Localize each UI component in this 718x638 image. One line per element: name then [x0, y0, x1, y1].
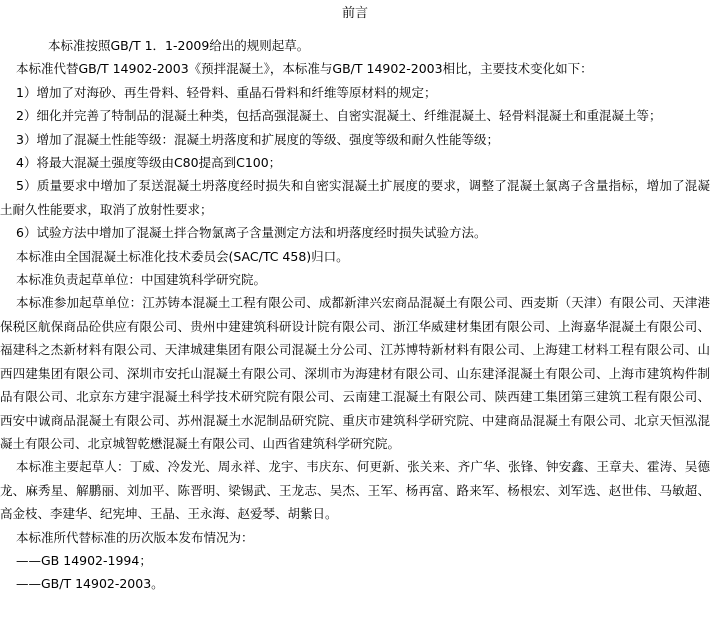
page-title: 前言: [341, 6, 368, 21]
participating-units-paragraph: 本标准参加起草单位：江苏铸本混凝土工程有限公司、成都新津兴宏商品混凝土有限公司、西麦斯（天津）有限公司、天津港保税区航保商品砼供应有限公司、贵州中建建筑科研设计院有限公司、浙江华威建材集团有限公司、上海嘉华混凝土有限公司、福建科之杰新材料有限公司、天津城建集团有限公司混凝土分公司、江苏博特新材料有限公司、上海建工材料工程有限公司、山西四建集团有限公司、深圳市安托山混凝土有限公司、深圳市为海建材有限公司、山东建泽混凝土有限公司、上海市建筑构件制品有限公司、北京东方建宇混凝土科学技术研究院有限公司、云南建工混凝土有限公司、陕西建工集团第三建筑工程有限公司、西安中诚商品混凝土有限公司、苏州混凝土水泥制品研究院、重庆市建筑科学研究院、中建商品混凝土有限公司、北京天恒泓混凝土有限公司、北京城智乾懋混凝土有限公司、山西省建筑科学研究院。: [0, 295, 710, 451]
history-intro-paragraph: 本标准所代替标准的历次版本发布情况为：: [16, 529, 254, 545]
change-item: 1）增加了对海砂、再生骨料、轻骨料、重晶石骨料和纤维等原材料的规定；: [16, 84, 437, 100]
change-item: 3）增加了混凝土性能等级：混凝土坍落度和扩展度的等级、强度等级和耐久性能等级；: [16, 131, 499, 147]
change-item: 4）将最大混凝土强度等级由C80提高到C100；: [16, 155, 282, 171]
lead-drafter-paragraph: 本标准负责起草单位：中国建筑科学研究院。: [16, 272, 267, 288]
drafting-rule-paragraph: 本标准按照GB/T 1．1-2009给出的规则起草。: [48, 38, 310, 53]
change-item: 6）试验方法中增加了混凝土拌合物氯离子含量测定方法和坍落度经时损失试验方法。: [16, 225, 487, 241]
replacement-paragraph: 本标准代替GB/T 14902-2003《预拌混凝土》，本标准与GB/T 14902-2003相比，主要技术变化如下：: [16, 61, 593, 77]
change-item: 5）质量要求中增加了泵送混凝土坍落度经时损失和自密实混凝土扩展度的要求，调整了混凝土氯离子含量指标，增加了混凝土耐久性能要求，取消了放射性要求；: [0, 178, 710, 217]
history-item: ——GB/T 14902-2003。: [16, 576, 164, 592]
history-item: ——GB 14902-1994；: [16, 552, 152, 568]
change-item: 2）细化并完善了特制品的混凝土种类，包括高强混凝土、自密实混凝土、纤维混凝土、轻骨料混凝土和重混凝土等；: [16, 108, 662, 124]
committee-paragraph: 本标准由全国混凝土标准化技术委员会(SAC/TC 458)归口。: [16, 248, 349, 264]
drafters-paragraph: 本标准主要起草人：丁威、冷发光、周永祥、龙宇、韦庆东、何更新、张关来、齐广华、张锋、钟安鑫、王章夫、霍涛、吴德龙、麻秀星、解鹏丽、刘加平、陈晋明、梁锡武、王龙志、吴杰、王军、杨再富、路来军、杨根宏、刘军选、赵世伟、马敏超、高金枝、李建华、纪宪坤、王晶、王永海、赵爱琴、胡紫日。: [0, 459, 710, 522]
